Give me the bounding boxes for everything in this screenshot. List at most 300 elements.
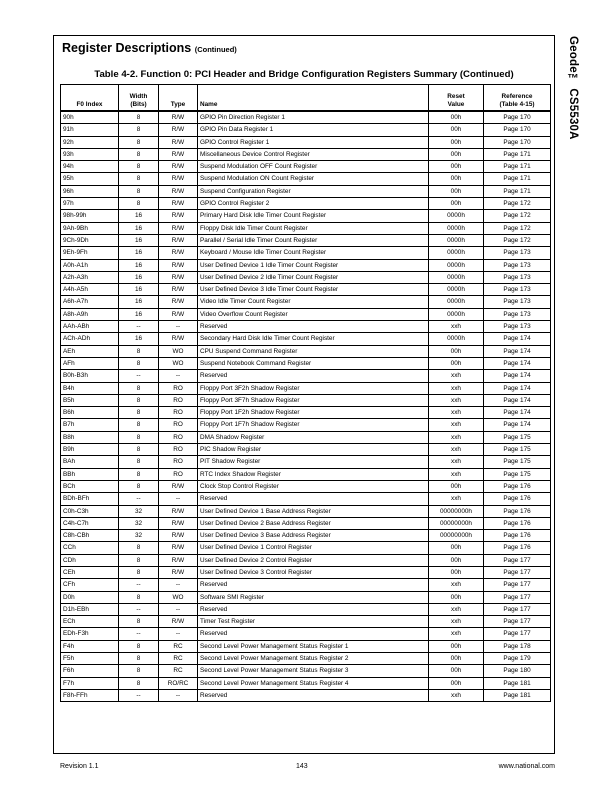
reset-value-cell: 00h bbox=[429, 161, 484, 173]
width-cell: 8 bbox=[119, 394, 159, 406]
index-cell: F7h bbox=[61, 677, 119, 689]
name-cell: Suspend Notebook Command Register bbox=[198, 357, 429, 369]
type-cell: R/W bbox=[159, 148, 198, 160]
reference-cell: Page 178 bbox=[484, 640, 551, 652]
index-cell: 9Ch-9Dh bbox=[61, 234, 119, 246]
width-cell: 8 bbox=[119, 653, 159, 665]
width-cell: 16 bbox=[119, 308, 159, 320]
table-row bbox=[61, 554, 551, 566]
reset-value-cell: xxh bbox=[429, 628, 484, 640]
table-row bbox=[61, 222, 551, 234]
type-cell: RO bbox=[159, 456, 198, 468]
reference-cell: Page 171 bbox=[484, 185, 551, 197]
type-cell: RO bbox=[159, 419, 198, 431]
name-cell: Floppy Port 1F7h Shadow Register bbox=[198, 419, 429, 431]
reset-value-cell: xxh bbox=[429, 616, 484, 628]
reference-cell: Page 174 bbox=[484, 333, 551, 345]
table-row bbox=[61, 382, 551, 394]
table-row bbox=[61, 124, 551, 136]
table-row bbox=[61, 198, 551, 210]
reference-cell: Page 176 bbox=[484, 505, 551, 517]
column-header-type: Type bbox=[159, 85, 198, 112]
table-row bbox=[61, 161, 551, 173]
table-row bbox=[61, 493, 551, 505]
type-cell: WO bbox=[159, 357, 198, 369]
type-cell: RC bbox=[159, 665, 198, 677]
table-row bbox=[61, 579, 551, 591]
reference-cell: Page 177 bbox=[484, 616, 551, 628]
name-cell: Second Level Power Management Status Register 2 bbox=[198, 653, 429, 665]
width-cell: 16 bbox=[119, 234, 159, 246]
reset-value-cell: xxh bbox=[429, 407, 484, 419]
table-row bbox=[61, 345, 551, 357]
type-cell: R/W bbox=[159, 566, 198, 578]
index-cell: 92h bbox=[61, 136, 119, 148]
type-cell: RC bbox=[159, 640, 198, 652]
index-cell: CEh bbox=[61, 566, 119, 578]
reset-value-cell: 0000h bbox=[429, 247, 484, 259]
name-cell: Parallel / Serial Idle Timer Count Register bbox=[198, 234, 429, 246]
index-cell: A6h-A7h bbox=[61, 296, 119, 308]
type-cell: R/W bbox=[159, 554, 198, 566]
width-cell: 8 bbox=[119, 677, 159, 689]
type-cell: -- bbox=[159, 628, 198, 640]
table-row bbox=[61, 517, 551, 529]
type-cell: R/W bbox=[159, 517, 198, 529]
type-cell: R/W bbox=[159, 111, 198, 124]
index-cell: B9h bbox=[61, 444, 119, 456]
footer-revision: Revision 1.1 bbox=[60, 763, 99, 770]
index-cell: C8h-CBh bbox=[61, 530, 119, 542]
index-cell: A4h-A5h bbox=[61, 284, 119, 296]
reference-cell: Page 181 bbox=[484, 677, 551, 689]
width-cell: 16 bbox=[119, 210, 159, 222]
index-cell: 98h-99h bbox=[61, 210, 119, 222]
table-row bbox=[61, 136, 551, 148]
reset-value-cell: 0000h bbox=[429, 308, 484, 320]
reference-cell: Page 174 bbox=[484, 394, 551, 406]
table-row bbox=[61, 591, 551, 603]
reference-cell: Page 177 bbox=[484, 628, 551, 640]
column-header-reset-value: Reset Value bbox=[429, 85, 484, 112]
width-cell: 8 bbox=[119, 198, 159, 210]
reference-cell: Page 176 bbox=[484, 493, 551, 505]
width-cell: -- bbox=[119, 603, 159, 615]
type-cell: R/W bbox=[159, 124, 198, 136]
reset-value-cell: xxh bbox=[429, 493, 484, 505]
index-cell: ACh-ADh bbox=[61, 333, 119, 345]
name-cell: Keyboard / Mouse Idle Timer Count Register bbox=[198, 247, 429, 259]
register-summary-table bbox=[60, 84, 551, 702]
width-cell: -- bbox=[119, 370, 159, 382]
type-cell: R/W bbox=[159, 259, 198, 271]
column-header-index: F0 Index bbox=[61, 85, 119, 112]
reference-cell: Page 171 bbox=[484, 173, 551, 185]
name-cell: Reserved bbox=[198, 689, 429, 701]
reference-cell: Page 172 bbox=[484, 222, 551, 234]
width-cell: 16 bbox=[119, 296, 159, 308]
reset-value-cell: 00h bbox=[429, 173, 484, 185]
width-cell: 16 bbox=[119, 222, 159, 234]
name-cell: Second Level Power Management Status Register 3 bbox=[198, 665, 429, 677]
reference-cell: Page 170 bbox=[484, 136, 551, 148]
name-cell: Timer Test Register bbox=[198, 616, 429, 628]
index-cell: C4h-C7h bbox=[61, 517, 119, 529]
table-row bbox=[61, 148, 551, 160]
reset-value-cell: 00h bbox=[429, 653, 484, 665]
width-cell: 16 bbox=[119, 271, 159, 283]
width-cell: 32 bbox=[119, 517, 159, 529]
width-cell: 8 bbox=[119, 468, 159, 480]
type-cell: R/W bbox=[159, 173, 198, 185]
reset-value-cell: xxh bbox=[429, 419, 484, 431]
name-cell: Reserved bbox=[198, 628, 429, 640]
index-cell: AEh bbox=[61, 345, 119, 357]
table-row bbox=[61, 419, 551, 431]
width-cell: 8 bbox=[119, 382, 159, 394]
table-row bbox=[61, 234, 551, 246]
type-cell: -- bbox=[159, 689, 198, 701]
name-cell: PIT Shadow Register bbox=[198, 456, 429, 468]
reset-value-cell: 00000000h bbox=[429, 530, 484, 542]
reset-value-cell: xxh bbox=[429, 394, 484, 406]
table-row bbox=[61, 173, 551, 185]
reset-value-cell: 00h bbox=[429, 480, 484, 492]
reference-cell: Page 176 bbox=[484, 542, 551, 554]
reference-cell: Page 179 bbox=[484, 653, 551, 665]
type-cell: RO bbox=[159, 382, 198, 394]
reference-cell: Page 177 bbox=[484, 591, 551, 603]
name-cell: Clock Stop Control Register bbox=[198, 480, 429, 492]
reference-cell: Page 172 bbox=[484, 198, 551, 210]
reference-cell: Page 175 bbox=[484, 444, 551, 456]
type-cell: R/W bbox=[159, 271, 198, 283]
table-row bbox=[61, 653, 551, 665]
reset-value-cell: xxh bbox=[429, 321, 484, 333]
index-cell: 93h bbox=[61, 148, 119, 160]
type-cell: RO/RC bbox=[159, 677, 198, 689]
reference-cell: Page 175 bbox=[484, 456, 551, 468]
reset-value-cell: 00h bbox=[429, 677, 484, 689]
section-title bbox=[62, 41, 237, 55]
index-cell: 91h bbox=[61, 124, 119, 136]
table-row bbox=[61, 247, 551, 259]
type-cell: -- bbox=[159, 321, 198, 333]
index-cell: BAh bbox=[61, 456, 119, 468]
table-row bbox=[61, 185, 551, 197]
index-cell: ECh bbox=[61, 616, 119, 628]
table-row bbox=[61, 628, 551, 640]
column-header-name: Name bbox=[198, 85, 429, 112]
table-row bbox=[61, 542, 551, 554]
type-cell: R/W bbox=[159, 505, 198, 517]
reset-value-cell: 0000h bbox=[429, 210, 484, 222]
name-cell: Second Level Power Management Status Register 1 bbox=[198, 640, 429, 652]
reference-cell: Page 173 bbox=[484, 284, 551, 296]
reset-value-cell: 00h bbox=[429, 591, 484, 603]
type-cell: R/W bbox=[159, 333, 198, 345]
name-cell: User Defined Device 1 Control Register bbox=[198, 542, 429, 554]
reset-value-cell: 00h bbox=[429, 640, 484, 652]
name-cell: PIC Shadow Register bbox=[198, 444, 429, 456]
reset-value-cell: xxh bbox=[429, 444, 484, 456]
reset-value-cell: 00h bbox=[429, 554, 484, 566]
reset-value-cell: 00h bbox=[429, 185, 484, 197]
index-cell: CFh bbox=[61, 579, 119, 591]
index-cell: AFh bbox=[61, 357, 119, 369]
index-cell: F4h bbox=[61, 640, 119, 652]
type-cell: R/W bbox=[159, 210, 198, 222]
footer-page-number: 143 bbox=[296, 763, 308, 770]
table-row bbox=[61, 431, 551, 443]
name-cell: Reserved bbox=[198, 321, 429, 333]
type-cell: R/W bbox=[159, 284, 198, 296]
type-cell: RO bbox=[159, 394, 198, 406]
width-cell: 8 bbox=[119, 345, 159, 357]
width-cell: 16 bbox=[119, 259, 159, 271]
width-cell: -- bbox=[119, 689, 159, 701]
width-cell: 32 bbox=[119, 530, 159, 542]
table-row bbox=[61, 689, 551, 701]
index-cell: A8h-A9h bbox=[61, 308, 119, 320]
name-cell: Floppy Port 3F7h Shadow Register bbox=[198, 394, 429, 406]
width-cell: 8 bbox=[119, 111, 159, 124]
index-cell: C0h-C3h bbox=[61, 505, 119, 517]
reference-cell: Page 173 bbox=[484, 259, 551, 271]
width-cell: 8 bbox=[119, 444, 159, 456]
index-cell: A2h-A3h bbox=[61, 271, 119, 283]
reference-cell: Page 173 bbox=[484, 321, 551, 333]
footer-website: www.national.com bbox=[498, 763, 555, 770]
table-caption: Table 4-2. Function 0: PCI Header and Bridge Configuration Registers Summary (Continued) bbox=[94, 69, 514, 80]
width-cell: 8 bbox=[119, 185, 159, 197]
width-cell: 8 bbox=[119, 480, 159, 492]
reference-cell: Page 175 bbox=[484, 468, 551, 480]
section-title-text: Register Descriptions bbox=[62, 41, 192, 55]
reference-cell: Page 174 bbox=[484, 382, 551, 394]
reference-cell: Page 173 bbox=[484, 296, 551, 308]
reference-cell: Page 173 bbox=[484, 308, 551, 320]
width-cell: -- bbox=[119, 628, 159, 640]
table-row bbox=[61, 271, 551, 283]
table-row bbox=[61, 444, 551, 456]
reset-value-cell: 00h bbox=[429, 136, 484, 148]
reference-cell: Page 176 bbox=[484, 530, 551, 542]
type-cell: R/W bbox=[159, 136, 198, 148]
width-cell: 8 bbox=[119, 456, 159, 468]
reset-value-cell: 00h bbox=[429, 542, 484, 554]
table-row bbox=[61, 480, 551, 492]
name-cell: GPIO Control Register 2 bbox=[198, 198, 429, 210]
type-cell: RO bbox=[159, 444, 198, 456]
name-cell: Suspend Configuration Register bbox=[198, 185, 429, 197]
index-cell: BCh bbox=[61, 480, 119, 492]
reference-cell: Page 173 bbox=[484, 247, 551, 259]
reference-cell: Page 177 bbox=[484, 603, 551, 615]
index-cell: B8h bbox=[61, 431, 119, 443]
index-cell: CCh bbox=[61, 542, 119, 554]
reset-value-cell: 0000h bbox=[429, 234, 484, 246]
table-row bbox=[61, 566, 551, 578]
width-cell: 16 bbox=[119, 333, 159, 345]
type-cell: -- bbox=[159, 579, 198, 591]
reset-value-cell: 00000000h bbox=[429, 517, 484, 529]
reference-cell: Page 171 bbox=[484, 148, 551, 160]
index-cell: BBh bbox=[61, 468, 119, 480]
reference-cell: Page 173 bbox=[484, 271, 551, 283]
index-cell: F6h bbox=[61, 665, 119, 677]
name-cell: GPIO Pin Direction Register 1 bbox=[198, 111, 429, 124]
width-cell: 8 bbox=[119, 407, 159, 419]
reference-cell: Page 177 bbox=[484, 554, 551, 566]
name-cell: DMA Shadow Register bbox=[198, 431, 429, 443]
reset-value-cell: 0000h bbox=[429, 296, 484, 308]
name-cell: Video Overflow Count Register bbox=[198, 308, 429, 320]
table-row bbox=[61, 505, 551, 517]
reset-value-cell: 0000h bbox=[429, 222, 484, 234]
column-header-reference: Reference (Table 4-15) bbox=[484, 85, 551, 112]
name-cell: Software SMI Register bbox=[198, 591, 429, 603]
name-cell: Floppy Port 1F2h Shadow Register bbox=[198, 407, 429, 419]
reset-value-cell: 00h bbox=[429, 345, 484, 357]
width-cell: 8 bbox=[119, 591, 159, 603]
type-cell: RO bbox=[159, 468, 198, 480]
index-cell: AAh-ABh bbox=[61, 321, 119, 333]
table-header-row bbox=[61, 85, 551, 112]
table-row bbox=[61, 259, 551, 271]
reset-value-cell: 00h bbox=[429, 357, 484, 369]
name-cell: User Defined Device 3 Idle Timer Count Register bbox=[198, 284, 429, 296]
type-cell: R/W bbox=[159, 161, 198, 173]
reset-value-cell: 00h bbox=[429, 665, 484, 677]
type-cell: R/W bbox=[159, 247, 198, 259]
name-cell: Reserved bbox=[198, 603, 429, 615]
type-cell: WO bbox=[159, 345, 198, 357]
index-cell: B7h bbox=[61, 419, 119, 431]
width-cell: 8 bbox=[119, 431, 159, 443]
index-cell: B6h bbox=[61, 407, 119, 419]
column-header-width: Width (Bits) bbox=[119, 85, 159, 112]
reset-value-cell: xxh bbox=[429, 431, 484, 443]
type-cell: R/W bbox=[159, 198, 198, 210]
width-cell: 8 bbox=[119, 419, 159, 431]
reference-cell: Page 174 bbox=[484, 407, 551, 419]
name-cell: User Defined Device 3 Base Address Register bbox=[198, 530, 429, 542]
name-cell: GPIO Pin Data Register 1 bbox=[198, 124, 429, 136]
reference-cell: Page 174 bbox=[484, 357, 551, 369]
width-cell: -- bbox=[119, 579, 159, 591]
width-cell: -- bbox=[119, 493, 159, 505]
table-row bbox=[61, 677, 551, 689]
table-row bbox=[61, 530, 551, 542]
index-cell: BDh-BFh bbox=[61, 493, 119, 505]
reference-cell: Page 170 bbox=[484, 124, 551, 136]
name-cell: Reserved bbox=[198, 370, 429, 382]
type-cell: R/W bbox=[159, 308, 198, 320]
reset-value-cell: xxh bbox=[429, 579, 484, 591]
reference-cell: Page 174 bbox=[484, 419, 551, 431]
index-cell: A0h-A1h bbox=[61, 259, 119, 271]
index-cell: EDh-F3h bbox=[61, 628, 119, 640]
type-cell: -- bbox=[159, 603, 198, 615]
reference-cell: Page 172 bbox=[484, 210, 551, 222]
width-cell: 8 bbox=[119, 357, 159, 369]
name-cell: Floppy Port 3F2h Shadow Register bbox=[198, 382, 429, 394]
reference-cell: Page 177 bbox=[484, 579, 551, 591]
table-row bbox=[61, 210, 551, 222]
table-row bbox=[61, 394, 551, 406]
name-cell: Secondary Hard Disk Idle Timer Count Register bbox=[198, 333, 429, 345]
name-cell: Primary Hard Disk Idle Timer Count Register bbox=[198, 210, 429, 222]
reset-value-cell: 0000h bbox=[429, 284, 484, 296]
index-cell: 96h bbox=[61, 185, 119, 197]
name-cell: Floppy Disk Idle Timer Count Register bbox=[198, 222, 429, 234]
index-cell: 95h bbox=[61, 173, 119, 185]
type-cell: WO bbox=[159, 591, 198, 603]
width-cell: 8 bbox=[119, 566, 159, 578]
index-cell: 94h bbox=[61, 161, 119, 173]
width-cell: -- bbox=[119, 321, 159, 333]
name-cell: Reserved bbox=[198, 579, 429, 591]
reset-value-cell: 00h bbox=[429, 198, 484, 210]
type-cell: R/W bbox=[159, 530, 198, 542]
reset-value-cell: 00h bbox=[429, 111, 484, 124]
reset-value-cell: 00h bbox=[429, 124, 484, 136]
width-cell: 8 bbox=[119, 136, 159, 148]
table-row bbox=[61, 468, 551, 480]
width-cell: 16 bbox=[119, 284, 159, 296]
table-row bbox=[61, 333, 551, 345]
reset-value-cell: xxh bbox=[429, 382, 484, 394]
width-cell: 8 bbox=[119, 161, 159, 173]
reference-cell: Page 176 bbox=[484, 480, 551, 492]
table-row bbox=[61, 111, 551, 124]
reference-cell: Page 177 bbox=[484, 566, 551, 578]
name-cell: Miscellaneous Device Control Register bbox=[198, 148, 429, 160]
name-cell: User Defined Device 1 Base Address Register bbox=[198, 505, 429, 517]
name-cell: User Defined Device 2 Control Register bbox=[198, 554, 429, 566]
reset-value-cell: xxh bbox=[429, 468, 484, 480]
index-cell: 97h bbox=[61, 198, 119, 210]
reset-value-cell: 00h bbox=[429, 148, 484, 160]
product-side-label: Geode™ CS5530A bbox=[567, 36, 579, 140]
reset-value-cell: xxh bbox=[429, 603, 484, 615]
index-cell: B4h bbox=[61, 382, 119, 394]
name-cell: User Defined Device 3 Control Register bbox=[198, 566, 429, 578]
width-cell: 8 bbox=[119, 173, 159, 185]
reference-cell: Page 175 bbox=[484, 431, 551, 443]
reference-cell: Page 170 bbox=[484, 111, 551, 124]
reference-cell: Page 174 bbox=[484, 370, 551, 382]
type-cell: R/W bbox=[159, 234, 198, 246]
type-cell: R/W bbox=[159, 296, 198, 308]
name-cell: GPIO Control Register 1 bbox=[198, 136, 429, 148]
width-cell: 8 bbox=[119, 148, 159, 160]
reset-value-cell: 0000h bbox=[429, 333, 484, 345]
reset-value-cell: 00h bbox=[429, 566, 484, 578]
width-cell: 32 bbox=[119, 505, 159, 517]
index-cell: D1h-EBh bbox=[61, 603, 119, 615]
reference-cell: Page 176 bbox=[484, 517, 551, 529]
table-row bbox=[61, 616, 551, 628]
name-cell: Video Idle Timer Count Register bbox=[198, 296, 429, 308]
table-row bbox=[61, 284, 551, 296]
name-cell: Reserved bbox=[198, 493, 429, 505]
table-row bbox=[61, 296, 551, 308]
index-cell: B0h-B3h bbox=[61, 370, 119, 382]
type-cell: RO bbox=[159, 407, 198, 419]
reset-value-cell: xxh bbox=[429, 456, 484, 468]
